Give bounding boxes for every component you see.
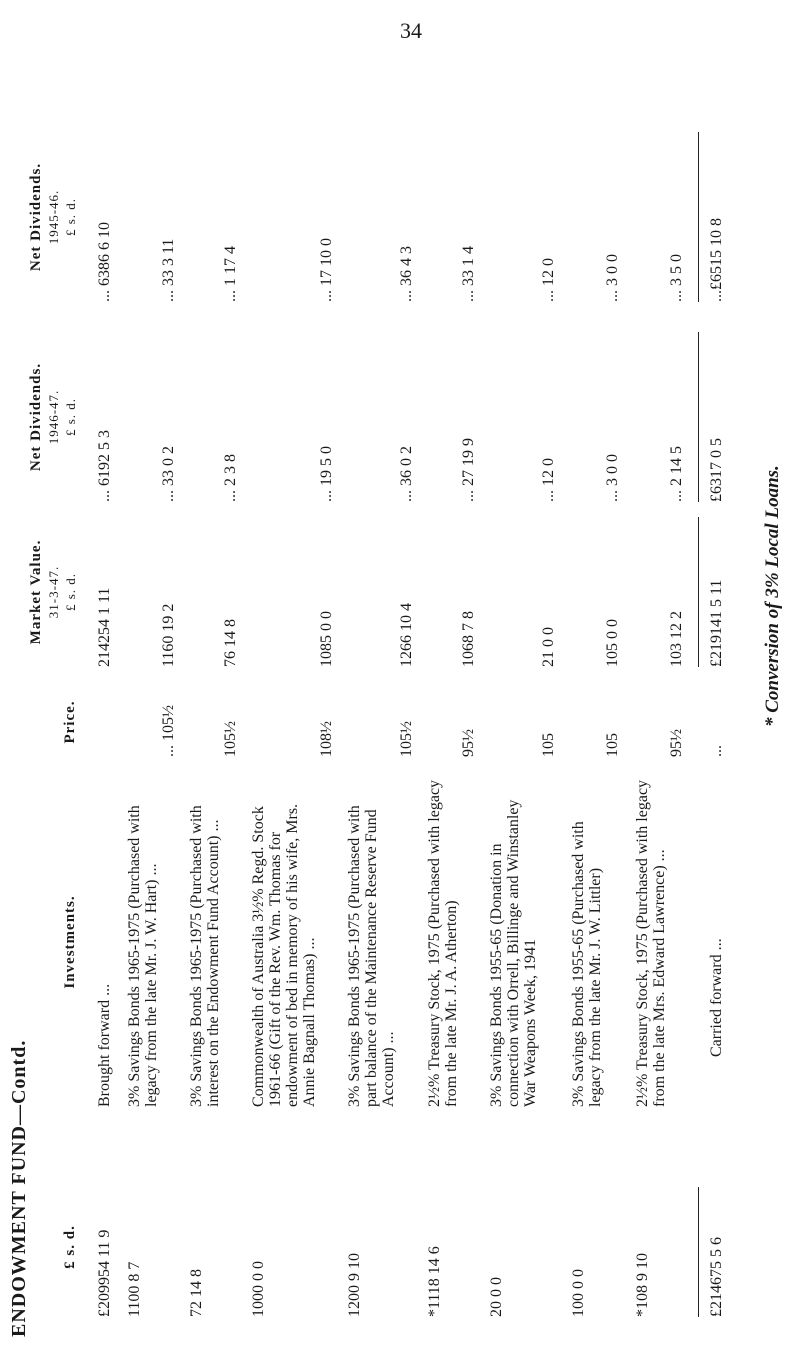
dividend-1945-46: ... 33 3 11 [160, 238, 177, 302]
total-rule-face [698, 1187, 699, 1317]
face-value: 72 14 8 [188, 1269, 205, 1317]
face-value: 100 0 0 [570, 1269, 587, 1317]
dividend-1945-46: ... 36 4 3 [398, 246, 415, 302]
net-dividends-4546-header [28, 132, 79, 302]
page-number: 34 [400, 18, 422, 43]
total-rule-market [698, 517, 699, 667]
price: 105 [540, 733, 557, 757]
face-value: 1100 8 7 [126, 1261, 143, 1317]
market-value-lsd: £ s. d. [63, 572, 78, 612]
investment-description: 2½% Treasury Stock, 1975 (Purchased with legacy from the late Mr. J. A. Atherton) [426, 779, 460, 1107]
market-value: 214254 1 11 [96, 587, 113, 667]
footnote: * Conversion of 3% Local Loans. [762, 465, 783, 727]
page-title: ENDOWMENT FUND—Contd. [8, 1039, 30, 1337]
market-value-date: 31-3-47. [46, 565, 61, 619]
price-header: Price. [62, 700, 78, 744]
price: 105 [604, 733, 621, 757]
net-dividends-4546-title: Net Dividends. [28, 162, 44, 272]
net-dividends-4546-year: 1945-46. [46, 189, 61, 245]
dividend-1946-47: ... 12 0 [540, 458, 557, 502]
price: ... 105½ [160, 705, 177, 757]
net-dividends-4546-lsd: £ s. d. [63, 197, 78, 237]
dividend-1946-47: ... 33 0 2 [160, 446, 177, 502]
net-dividends-4647-year: 1946-47. [46, 389, 61, 445]
face-value-lsd-header: £ s. d. [62, 1225, 78, 1269]
investment-description: 3% Savings Bonds 1965-1975 (Purchased with interest on the Endowment Fund Account) ... [188, 805, 222, 1107]
dividend-1946-47: ... 2 14 5 [668, 446, 685, 502]
investments-header: Investments. [62, 895, 78, 989]
investment-description: 3% Savings Bonds 1965-1975 (Purchased with part balance of the Maintenance Reserve Fund Account) ... [346, 805, 397, 1107]
carried-dividend-1945-46: ...£6515 10 8 [708, 218, 725, 302]
face-value: *1118 14 6 [426, 1246, 443, 1317]
investment-description: Commonwealth of Australia 3½% Regd. Stock 1961-66 (Gift of the Rev. Wm. Thomas for endowment of bed in memory of his wife, Mrs. Annie Bagnall Thomas) ... [250, 803, 318, 1107]
face-value: 20 0 0 [488, 1277, 505, 1317]
carried-forward-label: Carried forward ... [708, 938, 725, 1057]
investment-description: Brought forward ... [96, 983, 113, 1107]
dividend-1946-47: ... 19 5 0 [318, 446, 335, 502]
price: 105½ [222, 721, 239, 757]
market-value: 105 0 0 [604, 619, 621, 667]
total-rule-div4546 [698, 132, 699, 302]
carried-market-value: £219141 5 11 [708, 579, 725, 667]
dividend-1946-47: ... 6192 5 3 [96, 430, 113, 502]
dividend-1945-46: ... 33 1 4 [460, 246, 477, 302]
price: 105½ [398, 721, 415, 757]
dividend-1945-46: ... 17 10 0 [318, 238, 335, 302]
price: 95½ [668, 729, 685, 757]
dividend-1945-46: ... 3 5 0 [668, 254, 685, 302]
carried-dividend-1946-47: £6317 0 5 [708, 438, 725, 502]
market-value-header [28, 517, 79, 667]
market-value: 76 14 8 [222, 619, 239, 667]
market-value: 1085 0 0 [318, 611, 335, 667]
investment-description: 3% Savings Bonds 1955-65 (Donation in connection with Orrell, Billinge and Winstanley War Weapons Week, 1941 [488, 799, 539, 1107]
investment-description: 3% Savings Bonds 1965-1975 (Purchased with legacy from the late Mr. J. W. Hart) ... [126, 805, 160, 1107]
carried-face-value: £214675 5 6 [708, 1237, 725, 1317]
net-dividends-4647-lsd: £ s. d. [63, 397, 78, 437]
dividend-1946-47: ... 2 3 8 [222, 454, 239, 502]
face-value: 1000 0 0 [250, 1261, 267, 1317]
carried-price: ... [708, 745, 725, 757]
net-dividends-4647-header [28, 332, 79, 502]
dividend-1945-46: ... 12 0 [540, 258, 557, 302]
dividend-1946-47: ... 27 19 9 [460, 438, 477, 502]
dividend-1946-47: ... 3 0 0 [604, 454, 621, 502]
price: 95½ [460, 729, 477, 757]
dividend-1945-46: ... 6386 6 10 [96, 222, 113, 302]
face-value: *108 9 10 [634, 1253, 651, 1317]
face-value: 1200 9 10 [346, 1253, 363, 1317]
dividend-1946-47: ... 36 0 2 [398, 446, 415, 502]
total-rule-div4647 [698, 332, 699, 502]
net-dividends-4647-title: Net Dividends. [28, 362, 44, 472]
price: 108½ [318, 721, 335, 757]
market-value: 1266 10 4 [398, 603, 415, 667]
market-value: 103 12 2 [668, 611, 685, 667]
market-value: 1068 7 8 [460, 611, 477, 667]
dividend-1945-46: ... 3 0 0 [604, 254, 621, 302]
market-value-title: Market Value. [28, 539, 44, 645]
dividend-1945-46: ... 1 17 4 [222, 246, 239, 302]
investment-description: 3% Savings Bonds 1955-65 (Purchased with legacy from the late Mr. J. W. Littler) [570, 821, 604, 1107]
market-value: 1160 19 2 [160, 603, 177, 667]
face-value: £209954 11 9 [96, 1229, 113, 1317]
investment-description: 2½% Treasury Stock, 1975 (Purchased with legacy from the late Mrs. Edward Lawrence) ... [634, 779, 668, 1107]
market-value: 21 0 0 [540, 627, 557, 667]
